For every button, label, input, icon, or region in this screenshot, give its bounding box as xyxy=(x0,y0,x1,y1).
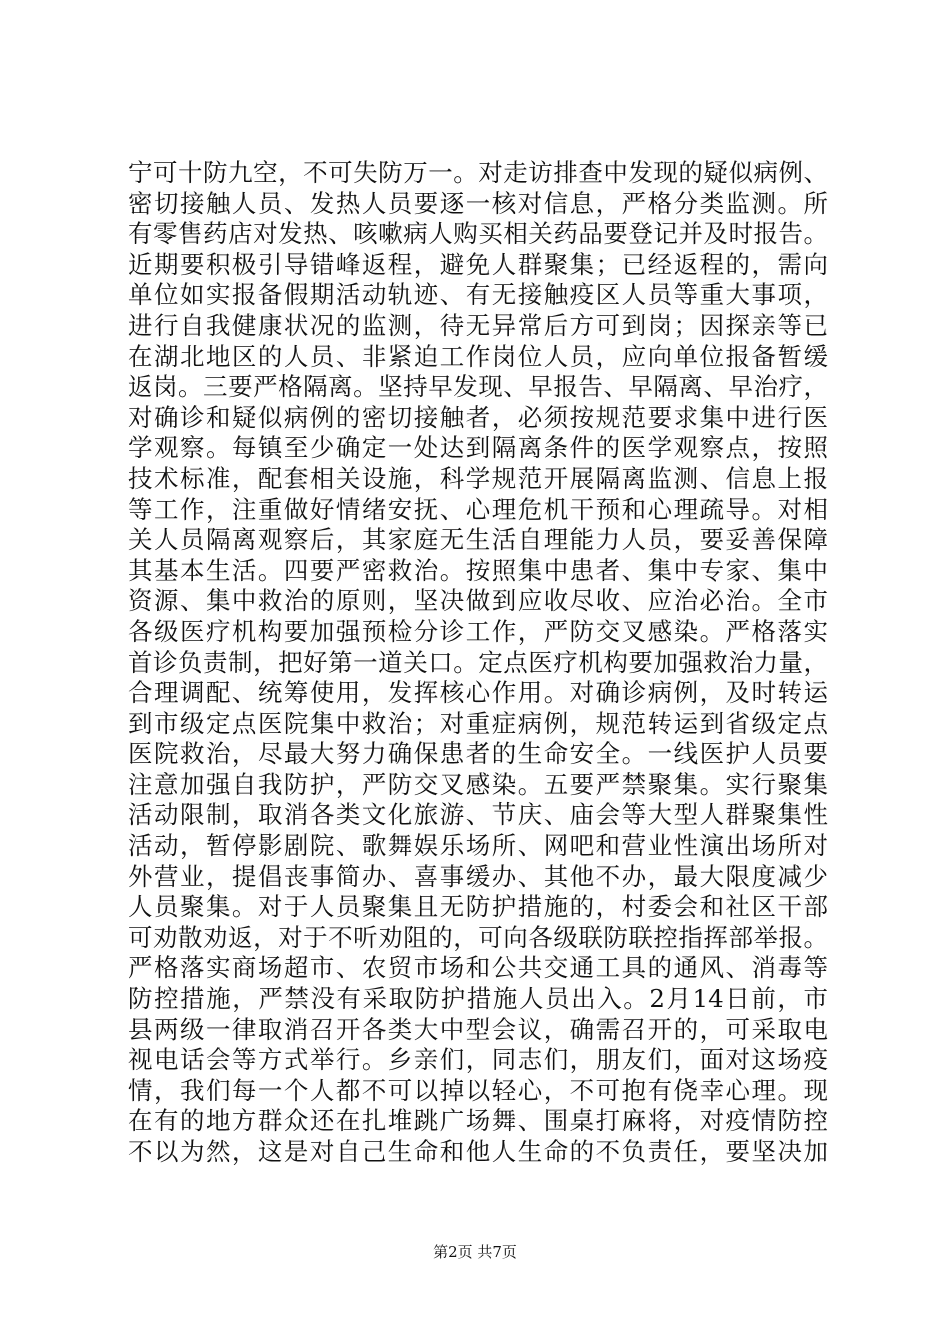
text-line-21: 注意加强自我防护，严防交叉感染。五要严禁聚集。实行聚集 xyxy=(128,769,828,799)
text-line-24: 外营业，提倡丧事简办、喜事缓办、其他不办，最大限度减少 xyxy=(128,861,828,891)
text-line-17: 首诊负责制，把好第一道关口。定点医疗机构要加强救治力量， xyxy=(128,647,828,677)
text-line-15: 资源、集中救治的原则，坚决做到应收尽收、应治必治。全市 xyxy=(128,586,828,616)
text-line-12: 等工作，注重做好情绪安抚、心理危机干预和心理疏导。对相 xyxy=(128,494,828,524)
text-line-14: 其基本生活。四要严密救治。按照集中患者、集中专家、集中 xyxy=(128,555,828,585)
body-text xyxy=(128,158,828,1168)
text-line-9: 对确诊和疑似病例的密切接触者，必须按规范要求集中进行医 xyxy=(128,402,828,432)
text-line-29: 县两级一律取消召开各类大中型会议，确需召开的，可采取电 xyxy=(128,1014,828,1044)
text-line-20: 医院救治，尽最大努力确保患者的生命安全。一线医护人员要 xyxy=(128,739,828,769)
text-line-27: 严格落实商场超市、农贸市场和公共交通工具的通风、消毒等 xyxy=(128,953,828,983)
text-line-11: 技术标准，配套相关设施，科学规范开展隔离监测、信息上报 xyxy=(128,463,828,493)
text-line-7: 在湖北地区的人员、非紧迫工作岗位人员，应向单位报备暂缓 xyxy=(128,341,828,371)
text-line-31: 情，我们每一个人都不可以掉以轻心，不可抱有侥幸心理。现 xyxy=(128,1075,828,1105)
text-line-33: 不以为然，这是对自己生命和他人生命的不负责任，要坚决加 xyxy=(128,1137,828,1166)
text-line-4: 近期要积极引导错峰返程，避免人群聚集；已经返程的，需向 xyxy=(128,249,828,279)
text-line-22: 活动限制，取消各类文化旅游、节庆、庙会等大型人群聚集性 xyxy=(128,800,828,830)
text-line-5: 单位如实报备假期活动轨迹、有无接触疫区人员等重大事项， xyxy=(128,280,828,310)
text-line-25: 人员聚集。对于人员聚集且无防护措施的，村委会和社区干部 xyxy=(128,892,828,922)
text-line-8: 返岗。三要严格隔离。坚持早发现、早报告、早隔离、早治疗， xyxy=(128,372,828,402)
text-line-18: 合理调配、统筹使用，发挥核心作用。对确诊病例，及时转运 xyxy=(128,678,828,708)
text-line-28: 防控措施，严禁没有采取防护措施人员出入。2月14日前，市 xyxy=(128,984,828,1014)
text-line-32: 在有的地方群众还在扎堆跳广场舞、围桌打麻将，对疫情防控 xyxy=(128,1106,828,1136)
text-line-6: 进行自我健康状况的监测，待无异常后方可到岗；因探亲等已 xyxy=(128,310,828,340)
text-line-19: 到市级定点医院集中救治；对重症病例，规范转运到省级定点 xyxy=(128,708,828,738)
text-line-2: 密切接触人员、发热人员要逐一核对信息，严格分类监测。所 xyxy=(128,188,828,218)
text-line-3: 有零售药店对发热、咳嗽病人购买相关药品要登记并及时报告。 xyxy=(128,219,828,249)
text-line-23: 活动，暂停影剧院、歌舞娱乐场所、网吧和营业性演出场所对 xyxy=(128,831,828,861)
text-line-13: 关人员隔离观察后，其家庭无生活自理能力人员，要妥善保障 xyxy=(128,525,828,555)
page-number-footer: 第2页 共7页 xyxy=(433,1243,517,1261)
text-line-16: 各级医疗机构要加强预检分诊工作，严防交叉感染。严格落实 xyxy=(128,616,828,646)
text-line-10: 学观察。每镇至少确定一处达到隔离条件的医学观察点，按照 xyxy=(128,433,828,463)
text-line-1: 宁可十防九空，不可失防万一。对走访排查中发现的疑似病例、 xyxy=(128,158,828,187)
text-line-26: 可劝散劝返，对于不听劝阻的，可向各级联防联控指挥部举报。 xyxy=(128,922,828,952)
text-line-30: 视电话会等方式举行。乡亲们，同志们，朋友们，面对这场疫 xyxy=(128,1045,828,1075)
